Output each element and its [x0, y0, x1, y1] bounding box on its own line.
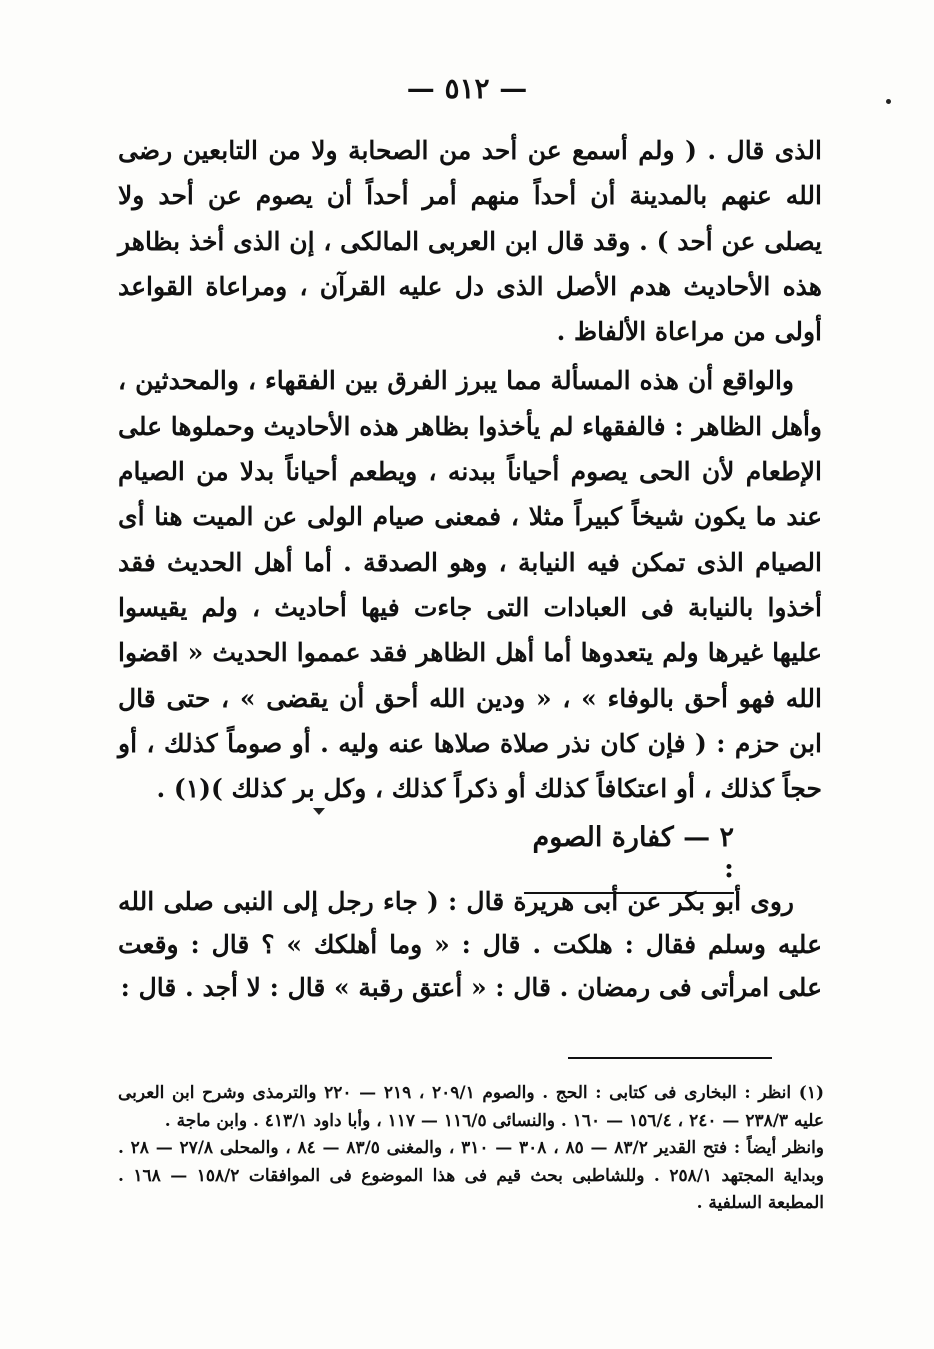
paragraph: روى أبو بكر عن أبى هريرة قال : ( جاء رجل إلى النبى صلى الله عليه وسلم فقال : هلكت . قال : « وما أهلكك » ؟ قال : وقعت على امرأتى فى رمضان . قال : « أعتق رقبة » قال : لا أجد . قال : — [118, 887, 822, 1002]
page-number: — ٥١٢ — — [406, 72, 528, 105]
footnote: وانظر أيضاً : فتح القدير ٨٣/٢ — ٨٥ ، ٣٠٨ — ٣١٠ ، والمغنى ٨٣/٥ — ٨٤ ، والمحلى ٢٧/٨ — ٢٨ . وبداية المجتهد ٢٥٨/١ . وللشاطبى بحث قيم فى هذا الموضوع فى الموافقات ١٥٨/٢ — ١٦٨ . المطبعة السلفية . — [118, 1138, 824, 1213]
footnote: (١) انظر : البخارى فى كتابى : الحج . والصوم ٢٠٩/١ ، ٢١٩ — ٢٢٠ والترمذى وشرح ابن العربى عليه ٢٣٨/٣ — ٢٤٠ ، ١٥٦/٤ — ١٦٠ . والنسائى ١١٦/٥ — ١١٧ ، وأبا داود ٤١٣/١ . وابن ماجة . — [118, 1083, 824, 1131]
paragraph: الذى قال . ( ولم أسمع عن أحد من الصحابة ولا من التابعين رضى الله عنهم بالمدينة أن أحداً منهم أمر أحداً أن يصوم عن أحد ولا يصلى عن أحد ) . وقد قال ابن العربى المالكى ، إن الذى أخذ بظاهر هذه الأحاديث هدم الأصل الذى دل عليه القرآن ، ومراعاة القواعد أولى من مراعاة الألفاظ . — [118, 136, 822, 347]
section-heading: ٢ — كفارة الصوم : — [524, 822, 734, 894]
paragraph: والواقع أن هذه المسألة مما يبرز الفرق بين الفقهاء ، والمحدثين ، وأهل الظاهر : فالفقهاء لم يأخذوا بظاهر هذه الأحاديث وحملوها على الإطعام لأن الحى يصوم أحياناً ببدنه ، ويطعم أحياناً بدلا من الصيام عند ما يكون شيخاً كبيراً مثلا ، فمعنى صيام الولى عن الميت هنا أى الصيام الذى تمكن فيه النيابة ، وهو الصدقة . أما أهل الحديث فقد أخذوا بالنيابة فى العبادات التى جاءت فيها أحاديث ، ولم يقيسوا عليها غيرها ولم يتعدوها أما أهل الظاهر فقد عمموا الحديث « اقضوا الله فهو أحق بالوفاء » ، « ودين الله أحق أن يقضى » ، حتى قال ابن حزم : ( فإن كان نذر صلاة صلاها عنه وليه . أو صوماً كذلك ، أو حجاً كذلك ، أو اعتكافاً كذلك أو ذكراً كذلك ، وكل بر كذلك )(١) . — [118, 366, 823, 804]
section-text — [118, 880, 822, 1009]
footnote-divider — [568, 1057, 772, 1059]
footnotes — [118, 1080, 824, 1218]
main-text — [118, 128, 822, 811]
ink-mark — [313, 808, 325, 815]
